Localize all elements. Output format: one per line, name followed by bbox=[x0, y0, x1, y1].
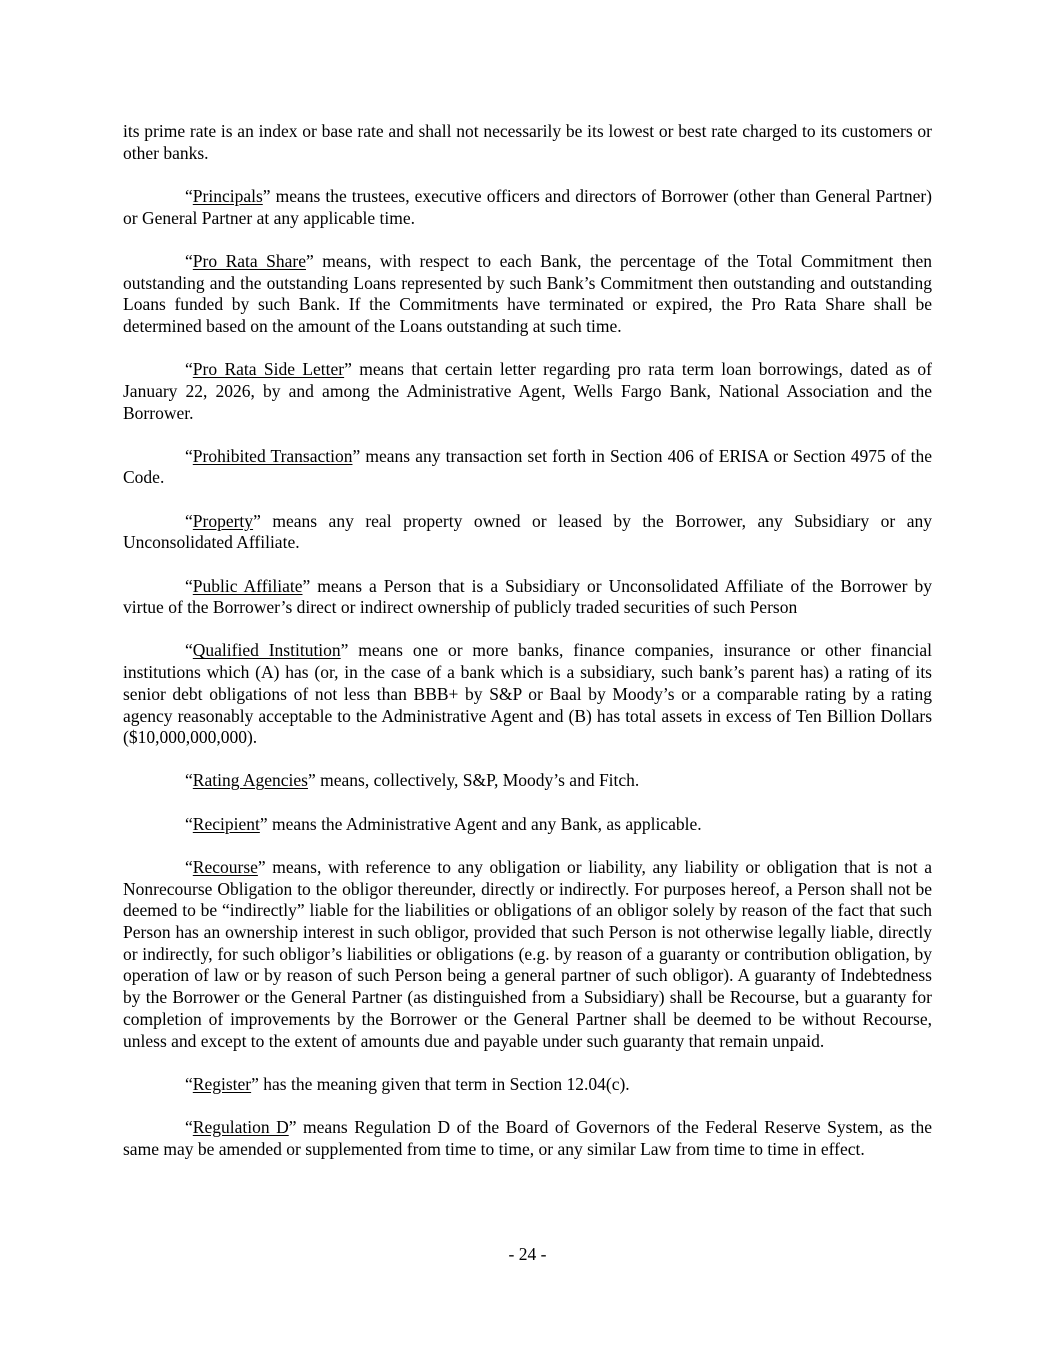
definition-text: ” means one or more banks, finance companies, insurance or other financial institutions which (A) has (or, in the case of a bank which is a subsidiary, such bank’s parent has) a rating of its senior debt obligations of not less than BBB+ by S&P or Baal by Moody’s or a comparable rating by a rating agency reasonably acceptable to the Administrative Agent and (B) has total assets in excess of Ten Billion Dollars ($10,000,000,000). bbox=[123, 640, 932, 748]
paragraph-rating-agencies bbox=[123, 770, 932, 792]
defined-term-principals: Principals bbox=[192, 185, 263, 206]
paragraph-regulation-d bbox=[123, 1117, 932, 1160]
open-quote: “ bbox=[185, 359, 193, 380]
open-quote: “ bbox=[185, 813, 193, 834]
defined-term-regulation-d: Regulation D bbox=[192, 1116, 289, 1137]
defined-term-qualified-institution: Qualified Institution bbox=[192, 640, 341, 661]
defined-term-rating-agencies: Rating Agencies bbox=[192, 770, 308, 791]
open-quote: “ bbox=[185, 856, 193, 877]
defined-term-pro-rata-share: Pro Rata Share bbox=[192, 250, 307, 271]
definition-text: ” means any transaction set forth in Section 406 of ERISA or Section 4975 of the Code. bbox=[123, 445, 932, 488]
paragraph-text: its prime rate is an index or base rate and shall not necessarily be its lowest or best rate charged to its customers or other banks. bbox=[123, 121, 932, 163]
defined-term-pro-rata-side-letter: Pro Rata Side Letter bbox=[192, 359, 345, 380]
definition-text: ” means, with respect to each Bank, the percentage of the Total Commitment then outstanding and the outstanding Loans represented by such Bank’s Commitment then outstanding and outstanding Loans funded by such Bank. If the Commitments have terminated or expired, the Pro Rata Share shall be determined based on the amount of the Loans outstanding at such time. bbox=[123, 250, 932, 336]
page-number: - 24 - bbox=[508, 1244, 547, 1264]
definition-text: ” means any real property owned or leased by the Borrower, any Subsidiary or any Unconsolidated Affiliate. bbox=[123, 510, 932, 553]
definition-text: ” means Regulation D of the Board of Governors of the Federal Reserve System, as the same may be amended or supplemented from time to time, or any similar Law from time to time in effect. bbox=[123, 1116, 932, 1159]
paragraph-public-affiliate bbox=[123, 576, 932, 619]
definition-text: ” has the meaning given that term in Section 12.04(c). bbox=[251, 1073, 630, 1094]
paragraph-qualified-institution bbox=[123, 640, 932, 749]
paragraph-recourse bbox=[123, 857, 932, 1052]
definition-text: ” means the trustees, executive officers and directors of Borrower (other than General Partner) or General Partner at any applicable time. bbox=[123, 185, 932, 228]
paragraph-pro-rata-share bbox=[123, 251, 932, 338]
defined-term-register: Register bbox=[192, 1073, 252, 1094]
definition-text: ” means that certain letter regarding pro rata term loan borrowings, dated as of January 22, 2026, by and among the Administrative Agent, Wells Fargo Bank, National Association and the Borrower. bbox=[123, 359, 932, 423]
document-body bbox=[123, 121, 932, 1160]
defined-term-property: Property bbox=[192, 510, 254, 531]
paragraph-continuation bbox=[123, 121, 932, 164]
open-quote: “ bbox=[185, 1116, 193, 1137]
open-quote: “ bbox=[185, 1073, 193, 1094]
open-quote: “ bbox=[185, 185, 193, 206]
open-quote: “ bbox=[185, 770, 193, 791]
definition-text: ” means, with reference to any obligation or liability, any liability or obligation that is not a Nonrecourse Obligation to the obligor thereunder, directly or indirectly. For purposes hereof, a Person shall not be deemed to be “indirectly” liable for the liabilities or obligations of an obligor solely by reason of the fact that such Person has an ownership interest in such obligor, provided that such Person is not otherwise legally liable, directly or indirectly, for such obligor’s liabilities or obligations (e.g. by reason of a guaranty or contribution obligation, by operation of law or by reason of such Person being a general partner of such obligor). A guaranty of Indebtedness by the Borrower or the General Partner (as distinguished from a Subsidiary) shall be Recourse, but a guaranty for completion of improvements by the Borrower or the General Partner shall be deemed to be without Recourse, unless and except to the extent of amounts due and payable under such guaranty that remain unpaid. bbox=[123, 856, 932, 1051]
open-quote: “ bbox=[185, 510, 193, 531]
paragraph-register bbox=[123, 1074, 932, 1096]
open-quote: “ bbox=[185, 250, 193, 271]
defined-term-recipient: Recipient bbox=[192, 813, 260, 834]
paragraph-recipient bbox=[123, 814, 932, 836]
defined-term-recourse: Recourse bbox=[192, 856, 258, 877]
definition-text: ” means the Administrative Agent and any Bank, as applicable. bbox=[259, 813, 702, 834]
definition-text: ” means a Person that is a Subsidiary or Unconsolidated Affiliate of the Borrower by virtue of the Borrower’s direct or indirect ownership of publicly traded securities of such Person bbox=[123, 575, 932, 618]
open-quote: “ bbox=[185, 575, 193, 596]
defined-term-public-affiliate: Public Affiliate bbox=[192, 575, 303, 596]
defined-term-prohibited-transaction: Prohibited Transaction bbox=[192, 445, 353, 466]
definition-text: ” means, collectively, S&P, Moody’s and Fitch. bbox=[307, 770, 640, 791]
paragraph-principals bbox=[123, 186, 932, 229]
paragraph-property bbox=[123, 511, 932, 554]
open-quote: “ bbox=[185, 445, 193, 466]
paragraph-prohibited-transaction bbox=[123, 446, 932, 489]
paragraph-pro-rata-side-letter bbox=[123, 359, 932, 424]
open-quote: “ bbox=[185, 640, 193, 661]
